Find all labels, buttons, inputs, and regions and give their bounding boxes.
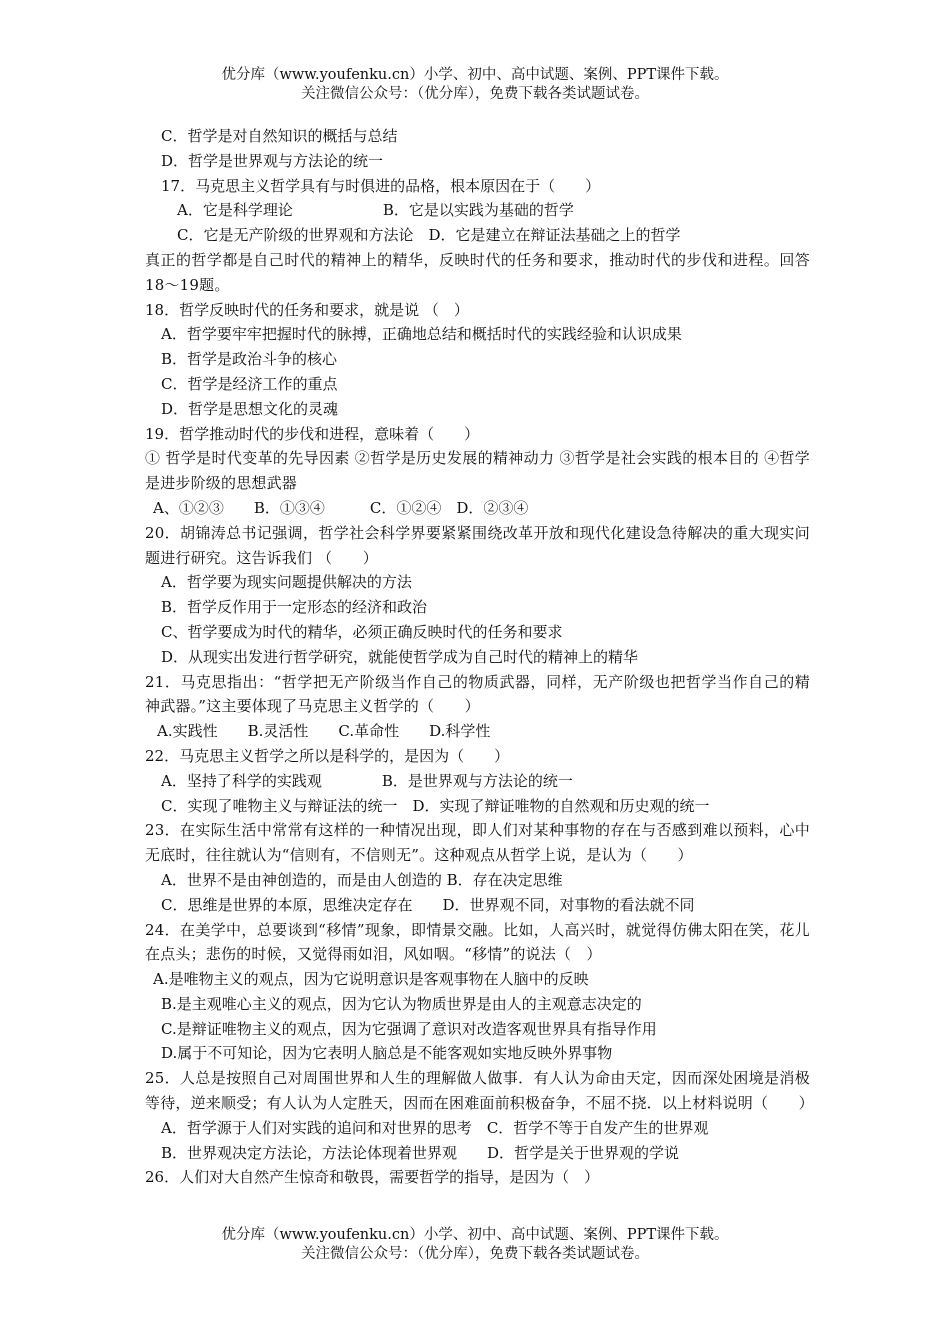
question-body [145, 124, 814, 1190]
text-line: B．哲学是政治斗争的核心 [161, 350, 338, 369]
text-line: A．它是科学理论 B．它是以实践为基础的哲学 [177, 201, 574, 220]
header-line-2: 关注微信公众号：（优分库），免费下载各类试题试卷。 [301, 86, 649, 102]
text-line: 26．人们对大自然产生惊奇和敬畏，需要哲学的指导，是因为（ ） [145, 1168, 600, 1187]
text-line: A．哲学要为现实问题提供解决的方法 [161, 573, 412, 592]
text-line: A．世界不是由神创造的，而是由人创造的 B．存在决定思维 [161, 870, 563, 889]
text-line: ① 哲学是时代变革的先导因素 ②哲学是历史发展的精神动力 ③哲学是社会实践的根本目的 ④哲学是进步阶级的思想武器 [145, 449, 810, 493]
text-line: C．哲学是对自然知识的概括与总结 [161, 127, 398, 145]
text-line: A.是唯物主义的观点，因为它说明意识是客观事物在人脑中的反映 [153, 970, 589, 989]
text-line: C．实现了唯物主义与辩证法的统一 D．实现了辩证唯物的自然观和历史观的统一 [161, 796, 710, 815]
text-line: B．世界观决定方法论，方法论体现着世界观 D．哲学是关于世界观的学说 [161, 1143, 680, 1162]
text-line: D．哲学是世界观与方法论的统一 [161, 151, 384, 170]
text-line: 18．哲学反映时代的任务和要求，就是说 （ ） [145, 300, 469, 319]
text-line: C．哲学是经济工作的重点 [161, 374, 338, 393]
page-header [0, 66, 950, 104]
text-line: A.实践性 B.灵活性 C.革命性 D.科学性 [157, 722, 491, 741]
text-line: D．哲学是思想文化的灵魂 [161, 399, 339, 418]
text-line: B.是主观唯心主义的观点，因为它认为物质世界是由人的主观意志决定的 [161, 994, 642, 1013]
text-line: 21．马克思指出：“哲学把无产阶级当作自己的物质武器，同样，无产阶级也把哲学当作自己的精神武器。”这主要体现了马克思主义哲学的（ ） [145, 672, 810, 716]
text-line: A．哲学要牢牢把握时代的脉搏，正确地总结和概括时代的实践经验和认识成果 [161, 325, 682, 344]
text-line: A．哲学源于人们对实践的追问和对世界的思考 C．哲学不等于自发产生的世界观 [161, 1118, 709, 1137]
text-line: 24．在美学中，总要谈到“移情”现象，即情景交融。比如，人高兴时，就觉得仿佛太阳在笑，花儿在点头；悲伤的时候，又觉得雨如泪，风如咽。“移情”的说法（ ） [145, 920, 810, 964]
text-line: 25．人总是按照自己对周围世界和人生的理解做人做事．有人认为命由天定，因而深处困境是消极等待，逆来顺受；有人认为人定胜天，因而在困难面前积极奋争，不屈不挠．以上材料说明（ ） [145, 1069, 814, 1113]
text-line: C.是辩证唯物主义的观点，因为它强调了意识对改造客观世界具有指导作用 [161, 1019, 657, 1038]
text-line: C．它是无产阶级的世界观和方法论 D．它是建立在辩证法基础之上的哲学 [177, 226, 681, 245]
text-line: 真正的哲学都是自己时代的精神上的精华，反映时代的任务和要求，推动时代的步伐和进程。回答18～19题。 [145, 250, 810, 294]
text-line: 19．哲学推动时代的步伐和进程，意味着（ ） [145, 424, 480, 443]
text-line: 17．马克思主义哲学具有与时俱进的品格，根本原因在于（ ） [161, 176, 601, 195]
text-line: D.属于不可知论，因为它表明人脑总是不能客观如实地反映外界事物 [161, 1044, 613, 1063]
text-line: 20．胡锦涛总书记强调，哲学社会科学界要紧紧围绕改革开放和现代化建设急待解决的重大现实问题进行研究。这告诉我们 （ ） [145, 523, 810, 567]
text-line: 23．在实际生活中常常有这样的一种情况出现，即人们对某种事物的存在与否感到难以预料，心中无底时，往往就认为“信则有，不信则无”。这种观点从哲学上说，是认为（ ） [145, 821, 810, 865]
text-line: A．坚持了科学的实践观 B．是世界观与方法论的统一 [161, 771, 573, 790]
page-footer [0, 1226, 950, 1264]
footer-line-2: 关注微信公众号：（优分库），免费下载各类试题试卷。 [301, 1246, 649, 1262]
footer-line-1: 优分库（www.youfenku.cn）小学、初中、高中试题、案例、PPT课件下载。 [221, 1227, 729, 1243]
header-line-1: 优分库（www.youfenku.cn）小学、初中、高中试题、案例、PPT课件下载。 [221, 67, 729, 83]
text-line: C、哲学要成为时代的精华，必须正确反映时代的任务和要求 [161, 622, 563, 641]
text-line: D．从现实出发进行哲学研究，就能使哲学成为自己时代的精神上的精华 [161, 647, 639, 666]
text-line: C．思维是世界的本原，思维决定存在 D．世界观不同，对事物的看法就不同 [161, 895, 695, 914]
text-line: 22．马克思主义哲学之所以是科学的，是因为（ ） [145, 746, 510, 765]
text-line: B．哲学反作用于一定形态的经济和政治 [161, 598, 428, 617]
text-line: A、①②③ B．①③④ C．①②④ D．②③④ [153, 498, 529, 517]
